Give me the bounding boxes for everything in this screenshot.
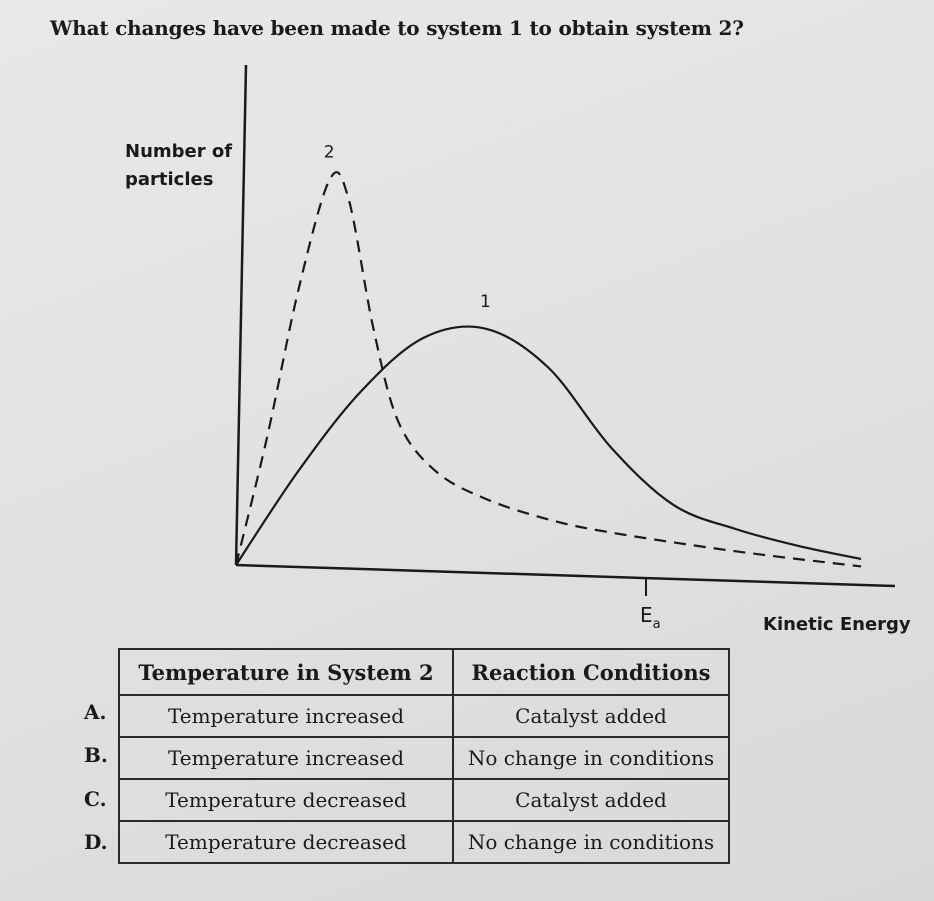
series-2-line bbox=[236, 172, 861, 566]
x-axis-label: Kinetic Energy bbox=[763, 614, 911, 635]
row-label-b: B. bbox=[84, 743, 108, 767]
temp-cell: Temperature increased bbox=[119, 695, 453, 737]
ea-label: $E_a$ bbox=[640, 603, 661, 632]
cond-cell: Catalyst added bbox=[453, 779, 729, 821]
answer-table bbox=[118, 648, 730, 864]
y-axis bbox=[236, 65, 246, 565]
y-axis-label-1: Number of bbox=[125, 141, 233, 162]
table-row[interactable] bbox=[119, 737, 729, 779]
table-header-row bbox=[119, 649, 729, 695]
series-1-line bbox=[236, 327, 861, 565]
cond-cell: Catalyst added bbox=[453, 695, 729, 737]
table-row[interactable] bbox=[119, 695, 729, 737]
table-row[interactable] bbox=[119, 821, 729, 863]
y-axis-label-2: particles bbox=[125, 169, 214, 190]
temp-cell: Temperature increased bbox=[119, 737, 453, 779]
header-temperature: Temperature in System 2 bbox=[119, 649, 453, 695]
temp-cell: Temperature decreased bbox=[119, 779, 453, 821]
header-conditions: Reaction Conditions bbox=[453, 649, 729, 695]
question-text: What changes have been made to system 1 to obtain system 2? bbox=[50, 16, 744, 40]
row-label-d: D. bbox=[84, 830, 108, 854]
row-label-a: A. bbox=[84, 700, 107, 724]
series-1-label: 1 bbox=[480, 291, 491, 312]
temp-cell: Temperature decreased bbox=[119, 821, 453, 863]
cond-cell: No change in conditions bbox=[453, 737, 729, 779]
x-axis bbox=[236, 565, 895, 586]
series-2-label: 2 bbox=[323, 142, 335, 163]
table-row[interactable] bbox=[119, 779, 729, 821]
row-label-c: C. bbox=[84, 787, 107, 811]
cond-cell: No change in conditions bbox=[453, 821, 729, 863]
